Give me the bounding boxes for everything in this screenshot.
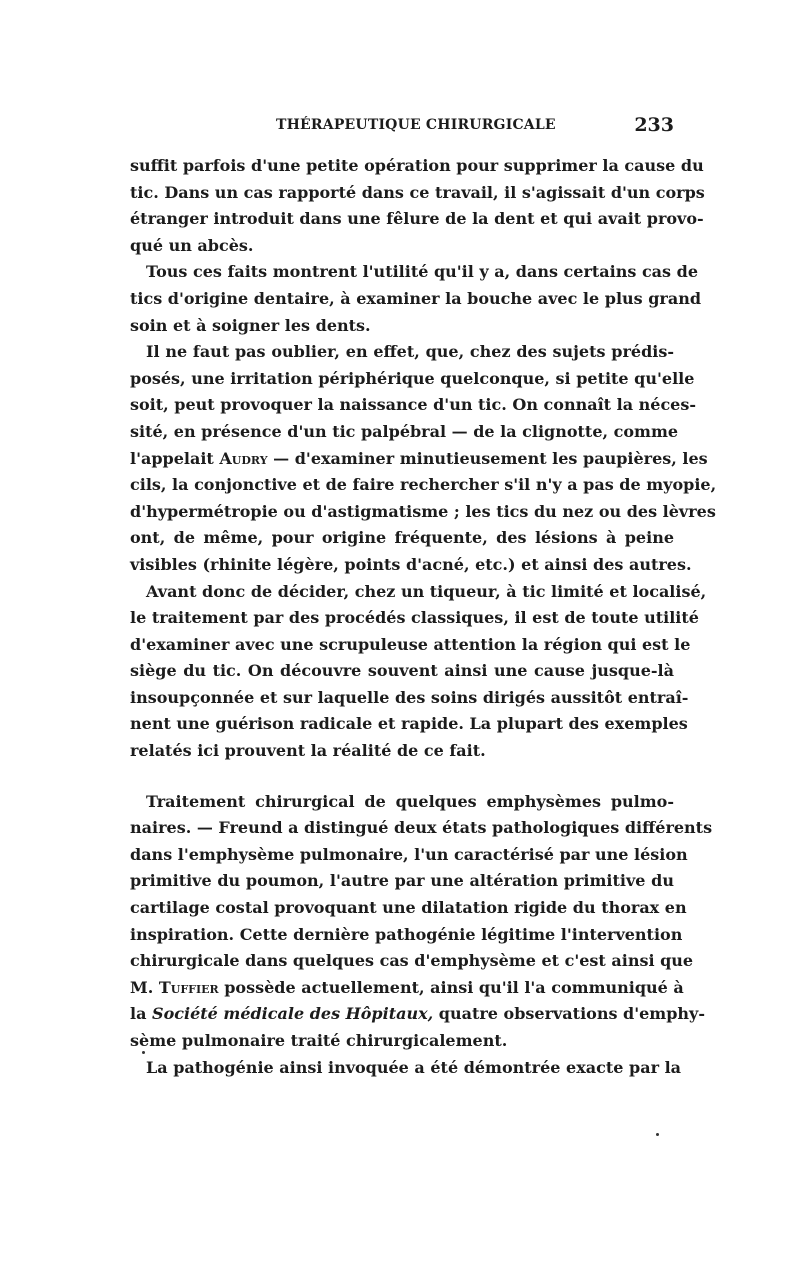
text-line [130, 1001, 705, 1028]
print-speck [142, 1051, 145, 1054]
text-line: étranger introduit dans une fêlure de la dent et qui avait provo- [130, 209, 704, 229]
text-line: siège du tic. On découvre souvent ainsi une cause jusque-là [130, 661, 674, 681]
text-fragment: — d'examiner minutieusement les paupières, les [267, 448, 708, 468]
text-line: ont, de même, pour origine fréquente, des lésions à peine [130, 528, 674, 548]
paragraph-3 [130, 339, 717, 578]
running-title: THÉRAPEUTIQUE CHIRURGICALE [276, 117, 556, 133]
text-line [130, 446, 708, 473]
text-fragment: l'appelait [130, 448, 220, 468]
text-line: chirurgicale dans quelques cas d'emphysème et c'est ainsi que [130, 951, 694, 971]
text-line: cartilage costal provoquant une dilatation rigide du thorax en [130, 898, 687, 918]
page-header [130, 114, 674, 140]
text-fragment: quatre observations d'emphy- [433, 1004, 705, 1024]
text-line: inspiration. Cette dernière pathogénie légitime l'intervention [130, 924, 683, 944]
text-line: visibles (rhinite légère, points d'acné, etc.) et ainsi des autres. [130, 554, 692, 574]
text-line: soin et à soigner les dents. [130, 315, 371, 335]
text-line: qué un abcès. [130, 235, 254, 255]
page-number: 233 [634, 114, 674, 136]
section-heading: Traitement chirurgical de quelques emphysèmes pulmo- [146, 791, 674, 811]
text-fragment: la [130, 1004, 153, 1024]
text-line: Il ne faut pas oublier, en effet, que, chez des sujets prédis- [146, 342, 674, 362]
text-line: sité, en présence d'un tic palpébral — de la clignotte, comme [130, 421, 679, 441]
paragraph-1 [130, 153, 705, 259]
section-spacer [130, 765, 674, 789]
text-line: insoupçonnée et sur laquelle des soins dirigés aussitôt entraî- [130, 687, 689, 707]
print-speck [656, 1133, 659, 1136]
paragraph-4 [130, 579, 707, 765]
text-line: tics d'origine dentaire, à examiner la bouche avec le plus grand [130, 288, 702, 308]
text-line: suffit parfois d'une petite opération pour supprimer la cause du [130, 156, 704, 175]
text-line: le traitement par des procédés classiques, il est de toute utilité [130, 608, 699, 628]
body-text [130, 153, 717, 1081]
section-emphysema [130, 789, 713, 1055]
paragraph-final [130, 1055, 682, 1082]
text-line: soit, peut provoquer la naissance d'un tic. On connaît la néces- [130, 395, 697, 415]
text-line: d'hypermétropie ou d'astigmatisme ; les tics du nez ou des lèvres [130, 501, 716, 521]
text-line: nent une guérison radicale et rapide. La plupart des exemples [130, 714, 688, 734]
text-fragment: possède actuellement, ainsi qu'il l'a communiqué à [218, 977, 684, 997]
text-line: posés, une irritation périphérique quelconque, si petite qu'elle [130, 368, 695, 388]
text-line: La pathogénie ainsi invoquée a été démontrée exacte par la [146, 1057, 682, 1077]
section-heading-end: naires. [130, 818, 192, 838]
text-line: d'examiner avec une scrupuleuse attention la région qui est le [130, 634, 691, 654]
text-line: cils, la conjonctive et de faire rechercher s'il n'y a pas de myopie, [130, 475, 717, 495]
text-line [130, 815, 713, 842]
author-name: Tuffier [158, 977, 219, 997]
text-line: tic. Dans un cas rapporté dans ce travail, il s'agissait d'un corps [130, 182, 705, 202]
text-line: Avant donc de décider, chez un tiqueur, à tic limité et localisé, [146, 581, 707, 601]
text-line [130, 975, 684, 1002]
text-fragment: — Freund a distingué deux états pathologiques différents [191, 818, 713, 838]
society-name: Société médicale des Hôpitaux, [152, 1004, 434, 1024]
author-name: Audry [219, 448, 268, 468]
paragraph-2 [130, 259, 702, 339]
text-line: sème pulmonaire traité chirurgicalement. [130, 1031, 508, 1050]
text-line: relatés ici prouvent la réalité de ce fait. [130, 741, 486, 761]
text-fragment: M. [130, 977, 159, 997]
text-line: dans l'emphysème pulmonaire, l'un caractérisé par une lésion [130, 844, 688, 864]
text-line: Tous ces faits montrent l'utilité qu'il y a, dans certains cas de [146, 262, 698, 282]
text-line: primitive du poumon, l'autre par une altération primitive du [130, 871, 674, 891]
